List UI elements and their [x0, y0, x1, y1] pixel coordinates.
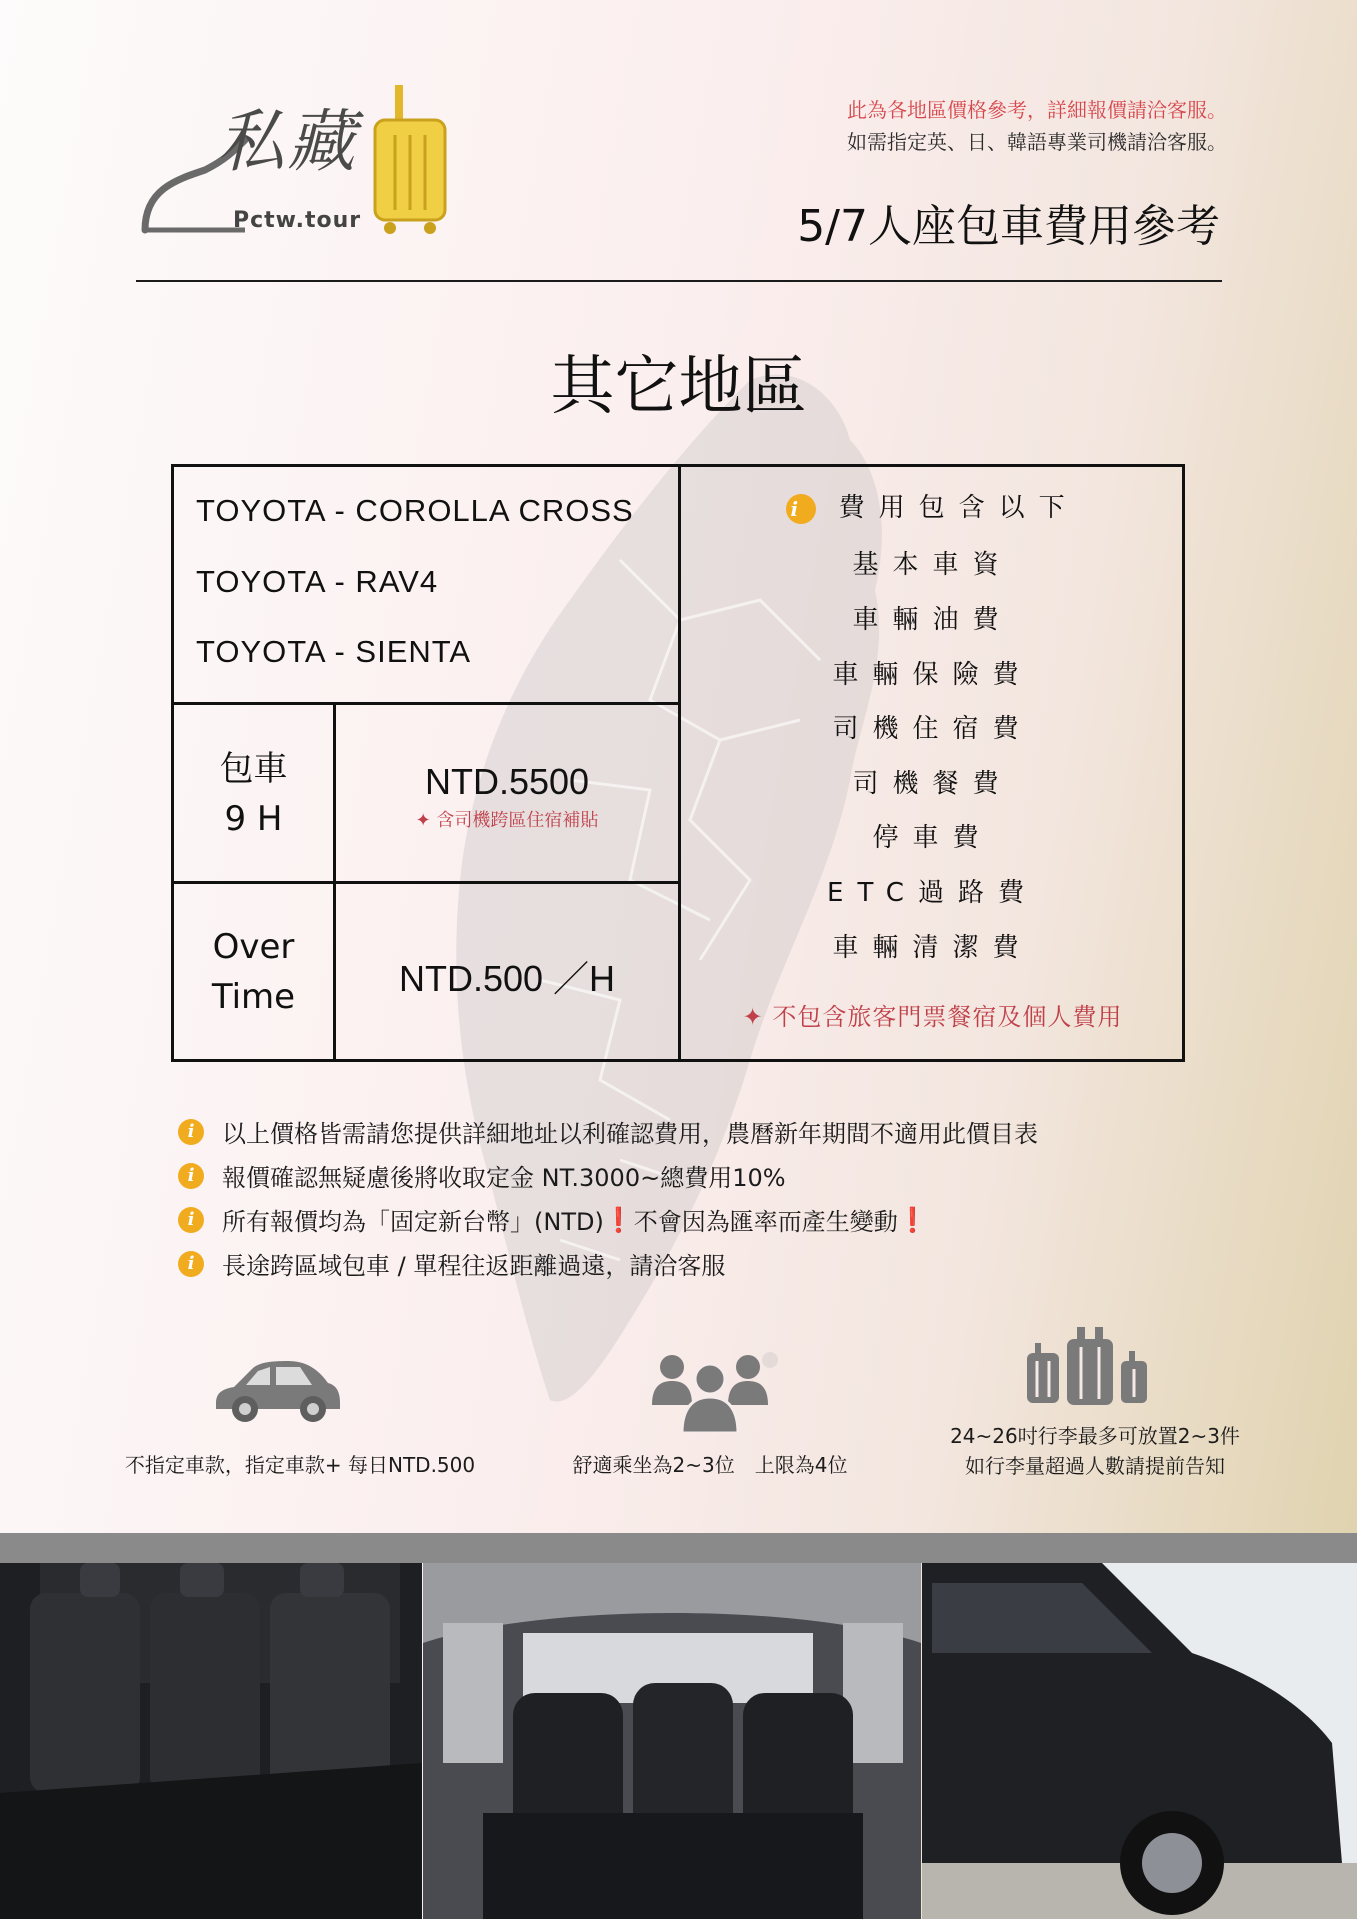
includes-item: 車輛清潔費 — [832, 933, 1033, 963]
note-text: 所有報價均為「固定新台幣」(NTD) — [222, 1208, 604, 1236]
exclamation-icon: ❗ — [603, 1205, 634, 1234]
note-item — [178, 1202, 928, 1237]
charter-label-line: 9 H — [224, 799, 283, 839]
passengers-icon — [650, 1345, 770, 1433]
overtime-label-line: Time — [211, 977, 296, 1017]
photo-van-exterior — [922, 1563, 1357, 1919]
info-icon: i — [178, 1119, 204, 1145]
suitcase-logo-icon — [365, 80, 455, 240]
overtime-price: NTD.500 ／H — [398, 958, 616, 999]
luggage-icon — [1025, 1325, 1155, 1409]
charter-price-note: ✦ 含司機跨區住宿補貼 — [415, 810, 599, 831]
info-icon: i — [178, 1163, 204, 1189]
includes-item: 車輛保險費 — [832, 660, 1033, 690]
charter-price: NTD.5500 — [424, 761, 590, 802]
info-icon: i — [786, 494, 816, 524]
notice-language-driver: 如需指定英、日、韓語專業司機請洽客服。 — [847, 130, 1227, 154]
vehicle-model: TOYOTA - RAV4 — [196, 564, 439, 599]
note-text: 以上價格皆需請您提供詳細地址以利確認費用，農曆新年期間不適用此價目表 — [222, 1120, 1038, 1148]
includes-title: 費用包含以下 — [838, 493, 1079, 523]
feature-luggage-text — [900, 1421, 1290, 1481]
note-text: 不會因為匯率而產生變動 — [633, 1208, 898, 1236]
excludes-note: ✦ 不包含旅客門票餐宿及個人費用 — [742, 1003, 1123, 1031]
note-text: 長途跨區域包車 / 單程往返距離過遠，請洽客服 — [222, 1252, 726, 1280]
feature-luggage-line: 如行李量超過人數請提前告知 — [965, 1454, 1225, 1478]
brand-subtitle: Pctw.tour — [233, 208, 362, 233]
includes-item: 司機餐費 — [852, 769, 1013, 799]
photo-rear-seat-cover — [0, 1563, 422, 1919]
includes-item: 基本車資 — [852, 550, 1013, 580]
feature-luggage-line: 24~26吋行李最多可放置2~3件 — [950, 1424, 1240, 1448]
photo-cabin-interior — [423, 1563, 921, 1919]
feature-passengers-text: 舒適乘坐為2~3位 上限為4位 — [572, 1453, 848, 1477]
table-divider — [174, 702, 678, 705]
notice-price-reference: 此為各地區價格參考，詳細報價請洽客服。 — [847, 98, 1227, 122]
brand-script: 私藏 — [217, 103, 358, 182]
overtime-label-line: Over — [212, 927, 295, 967]
note-item — [178, 1114, 1038, 1149]
info-icon: i — [178, 1207, 204, 1233]
feature-car-text: 不指定車款，指定車款+ 每日NTD.500 — [124, 1453, 476, 1477]
document-title: 5/7人座包車費用參考 — [797, 201, 1220, 252]
table-divider — [333, 702, 336, 1059]
includes-item: 停車費 — [872, 823, 993, 853]
car-icon — [208, 1355, 344, 1425]
includes-heading — [680, 487, 1185, 524]
vehicle-model: TOYOTA - SIENTA — [196, 634, 472, 669]
includes-item: 司機住宿費 — [832, 714, 1033, 744]
fee-table — [171, 464, 1185, 1062]
header-divider — [136, 280, 1222, 282]
note-item — [178, 1158, 786, 1193]
includes-item: ETC過路費 — [827, 878, 1038, 908]
table-divider — [174, 881, 678, 884]
region-title: 其它地區 — [550, 350, 807, 424]
charter-label-line: 包車 — [219, 749, 288, 789]
vehicle-model: TOYOTA - COROLLA CROSS — [196, 493, 634, 528]
includes-item: 車輛油費 — [852, 605, 1013, 635]
exclamation-icon: ❗ — [897, 1205, 928, 1234]
charter-label — [174, 744, 333, 844]
info-icon: i — [178, 1251, 204, 1277]
brand-logo — [135, 80, 475, 250]
note-text: 報價確認無疑慮後將收取定金 NT.3000~總費用10% — [222, 1164, 786, 1192]
photo-band-divider — [0, 1533, 1357, 1563]
note-item — [178, 1246, 725, 1281]
overtime-label — [174, 922, 333, 1022]
